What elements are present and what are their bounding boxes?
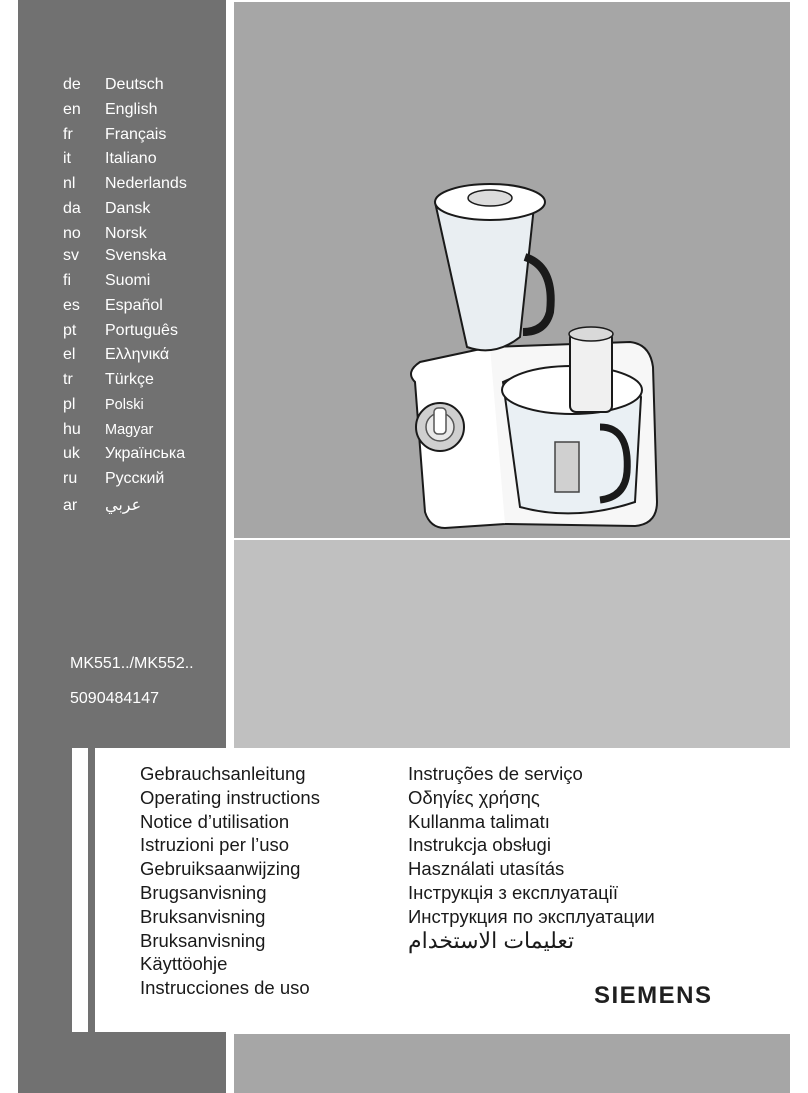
language-code: nl	[63, 175, 76, 192]
language-name: Українська	[105, 445, 186, 462]
language-name: Dansk	[105, 200, 151, 217]
language-item	[63, 225, 147, 243]
language-code: ru	[63, 470, 78, 487]
language-name: Русский	[105, 470, 165, 487]
language-name: Português	[105, 322, 178, 339]
part-number: 5090484147	[70, 690, 159, 707]
bottom-gray-panel	[234, 1034, 790, 1093]
manual-title: Instrucciones de uso	[140, 977, 310, 999]
manual-title: Istruzioni per l’uso	[140, 834, 290, 856]
language-code: pl	[63, 396, 76, 413]
language-code: pt	[63, 322, 77, 339]
language-item	[63, 371, 154, 389]
language-name: عربي	[105, 497, 142, 514]
language-name: Svenska	[105, 247, 167, 264]
language-code: de	[63, 76, 81, 93]
language-code: en	[63, 101, 81, 118]
language-name: Suomi	[105, 272, 151, 289]
manual-title: Інструкція з експлуатації	[408, 881, 618, 903]
language-item	[63, 495, 141, 515]
language-code: da	[63, 200, 81, 217]
manual-title: Οδηγίες χρήσης	[408, 786, 540, 808]
language-name: Français	[105, 126, 167, 143]
language-name: English	[105, 101, 158, 118]
language-code: fi	[63, 272, 71, 289]
language-code: el	[63, 346, 76, 363]
language-item	[63, 346, 169, 364]
manual-title: Brugsanvisning	[140, 881, 267, 903]
manual-title: Gebruiksaanwijzing	[140, 858, 301, 880]
language-item	[63, 76, 164, 94]
language-item	[63, 126, 166, 144]
language-item	[63, 200, 150, 218]
language-name: Nederlands	[105, 175, 187, 192]
manual-title: Käyttöohje	[140, 953, 228, 975]
manual-title: Használati utasítás	[408, 858, 565, 880]
language-item	[63, 101, 157, 119]
manual-title: Bruksanvisning	[140, 905, 266, 927]
language-name: Deutsch	[105, 76, 164, 93]
manual-title: Notice d’utilisation	[140, 810, 290, 832]
manual-title: Kullanma talimatı	[408, 810, 550, 832]
language-name: Magyar	[105, 422, 154, 438]
model-number: MK551../MK552..	[70, 655, 194, 672]
titles-column-left	[140, 762, 320, 1000]
manual-title: Operating instructions	[140, 786, 320, 808]
language-item	[63, 470, 164, 488]
language-item	[63, 396, 144, 414]
language-name: Ελληνικά	[105, 346, 170, 363]
language-code: uk	[63, 445, 80, 462]
language-code: tr	[63, 371, 73, 388]
language-name: Norsk	[105, 225, 147, 242]
language-item	[63, 272, 150, 290]
manual-title: تعليمات الاستخدام	[408, 927, 575, 953]
siemens-logo: SIEMENS	[594, 982, 713, 1009]
food-processor-illustration	[395, 172, 667, 538]
language-name: Polski	[105, 397, 144, 413]
language-item	[63, 297, 163, 315]
language-name: Italiano	[105, 150, 157, 167]
language-item	[63, 247, 166, 265]
manual-title: Bruksanvisning	[140, 929, 266, 951]
language-code: hu	[63, 421, 81, 438]
language-code: fr	[63, 126, 73, 143]
language-item	[63, 175, 187, 193]
middle-gray-panel	[234, 540, 790, 748]
manual-title: Gebrauchsanleitung	[140, 763, 306, 784]
language-item	[63, 322, 178, 340]
language-name: Español	[105, 297, 163, 314]
manual-title: Instruções de serviço	[408, 763, 583, 784]
white-strip	[72, 748, 88, 1032]
language-name: Türkçe	[105, 371, 154, 388]
language-item	[63, 445, 185, 463]
language-code: ar	[63, 497, 78, 514]
language-item	[63, 150, 157, 168]
language-item	[63, 421, 153, 439]
language-code: es	[63, 297, 80, 314]
titles-column-right	[408, 762, 655, 952]
language-code: it	[63, 150, 71, 167]
language-code: no	[63, 225, 81, 242]
manual-title: Instrukcja obsługi	[408, 834, 551, 856]
manual-title: Инструкция по эксплуатации	[408, 905, 655, 927]
language-code: sv	[63, 247, 79, 264]
